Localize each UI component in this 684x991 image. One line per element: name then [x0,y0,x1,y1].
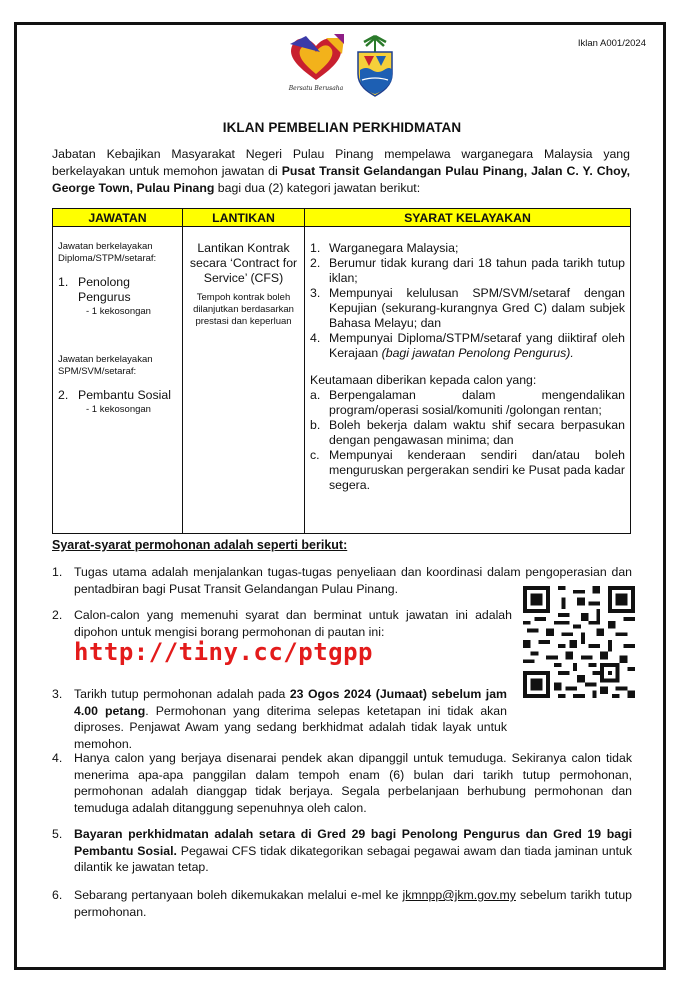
preference-letter: a. [310,388,321,402]
condition-item-4 [52,750,632,816]
requirement-number: 4. [310,331,321,345]
appointment-note: Tempoh kontrak boleh dilanjutkan berdasarkan prestasi dan keperluan [193,292,294,327]
condition-item-6 [52,887,632,920]
intro-text-1: Jabatan Kebajikan Masyarakat Negeri Pulau Pinang mempelawa warganegara Malaysia yang berkelayakan untuk memohon jawatan di [52,147,630,178]
preference-text: Mempunyai kenderaan sendiri dan/atau boleh menguruskan pergerakan sendiri ke Pusat pada kadar segera. [329,448,625,492]
condition-text: Sebarang pertanyaan boleh dikemukakan melalui e-mel ke [74,888,403,902]
requirement-note: (bagi jawatan Penolong Pengurus). [381,346,574,360]
requirement-item [310,241,625,256]
requirement-number: 3. [310,286,321,300]
condition-text: Tugas utama adalah menjalankan tugas-tugas penyeliaan dan koordinasi dalam pengoperasian dan pentadbiran bagi Pusat Transit Gelandangan Pulau Pinang. [74,565,632,596]
preference-item [310,418,625,448]
position-item [58,275,178,305]
preference-intro: Keutamaan diberikan kepada calon yang: [310,373,537,387]
position-name: Penolong Pengurus [78,275,131,304]
cell-lantikan [183,227,305,534]
logo-slogan: Bersatu Berusaha [288,85,344,92]
cell-jawatan [53,227,183,534]
vacancy-count: - 1 kekosongan [86,404,151,415]
payment-statement: Bayaran perkhidmatan adalah setara di Gred 29 bagi Penolong Pengurus dan Gred 19 bagi Pembantu Sosial. [74,827,632,858]
condition-text: Calon-calon yang memenuhi syarat dan berminat untuk jawatan ini adalah dipohon untuk mengisi borang permohonan di pautan ini: [74,608,512,639]
condition-text: Tarikh tutup permohonan adalah pada [74,687,290,701]
requirement-number: 2. [310,256,321,270]
qualification-note: Jawatan berkelayakan Diploma/STPM/setaraf: [58,241,157,264]
intro-text-2: bagi dua (2) kategori jawatan berikut: [214,181,421,195]
position-item [58,388,178,403]
condition-text: Pegawai CFS tidak dikategorikan sebagai pegawai awam dan tiada jaminan untuk dilantik ke jawatan tetap. [74,843,632,874]
preference-item [310,448,625,493]
position-name: Pembantu Sosial [78,388,171,402]
requirement-item [310,256,625,286]
preference-letter: c. [310,448,320,462]
qr-code[interactable] [523,586,635,698]
condition-text: sebelum tarikh tutup permohonan. [74,888,633,919]
positions-table [52,208,631,534]
application-link[interactable]: http://tiny.cc/ptgpp [74,638,373,666]
cell-syarat [305,227,631,534]
preference-item [310,388,625,418]
condition-number: 1. [52,565,63,579]
penang-crest-logo [352,30,398,98]
condition-item-3-part1 [52,686,507,752]
condition-text: Hanya calon yang berjaya disenarai pendek akan dipanggil untuk temuduga. Sekiranya calon tidak menerima apa-apa panggilan dalam tempoh enam (6) bulan dari tarikh tutup permohonan, permohonan adalah dianggap tidak berjaya. Segala perbelanjaan berhubung permohonan dan temuduga adalah ditanggung sepenuhnya oleh calon. [74,751,632,815]
condition-number: 4. [52,751,63,765]
requirement-text: Berumur tidak kurang dari 18 tahun pada tarikh tutup iklan; [329,256,625,285]
requirement-number: 1. [310,241,321,255]
header-syarat: SYARAT KELAYAKAN [305,209,631,227]
appointment-type: Lantikan Kontrak secara ‘Contract for Service’ (CFS) [189,241,298,285]
requirement-text: Mempunyai kelulusan SPM/SVM/setaraf dengan Kepujian (sekurang-kurangnya Gred C) dalam subjek Bahasa Melayu; dan [329,286,625,330]
ad-reference: Iklan A001/2024 [577,38,646,49]
preference-text: Boleh bekerja dalam waktu shif secara berpasukan dengan pengawasan minima; dan [329,418,625,447]
position-number: 1. [58,275,69,289]
condition-item-5 [52,826,632,876]
qualification-note: Jawatan berkelayakan SPM/SVM/setaraf: [58,354,153,377]
condition-number: 6. [52,888,63,902]
header-jawatan: JAWATAN [53,209,183,227]
requirement-item [310,331,625,361]
header-lantikan: LANTIKAN [183,209,305,227]
condition-number: 2. [52,608,63,622]
intro-location: Pusat Transit Gelandangan Pulau Pinang, Jalan C. Y. Choy, George Town, Pulau Pinang [52,164,630,195]
closing-date: 23 Ogos 2024 (Jumaat) sebelum jam 4.00 petang [74,687,507,718]
preference-letter: b. [310,418,321,432]
conditions-title: Syarat-syarat permohonan adalah seperti berikut: [52,538,348,552]
page-title: IKLAN PEMBELIAN PERKHIDMATAN [222,120,462,135]
position-number: 2. [58,388,69,402]
requirement-text: Mempunyai Diploma/STPM/setaraf yang diiktiraf oleh Kerajaan [329,331,625,360]
preference-text: Berpengalaman dalam mengendalikan program/operasi sosial/komuniti /golongan rentan; [329,388,625,417]
condition-number: 3. [52,687,63,701]
vacancy-count: - 1 kekosongan [86,306,151,317]
intro-paragraph [52,146,630,197]
jkm-heart-logo [286,30,346,92]
condition-number: 5. [52,827,63,841]
condition-text: . Permohonan yang diterima selepas ketetapan ini tidak akan diproses. Penjawat Awam yang sedang berkhidmat adalah tidak layak untuk memohon. [74,703,507,751]
requirement-text: Warganegara Malaysia; [329,241,459,255]
contact-email-link[interactable]: jkmnpp@jkm.gov.my [402,888,516,902]
condition-item-2 [52,607,512,666]
logo-row [0,30,684,98]
requirement-item [310,286,625,331]
